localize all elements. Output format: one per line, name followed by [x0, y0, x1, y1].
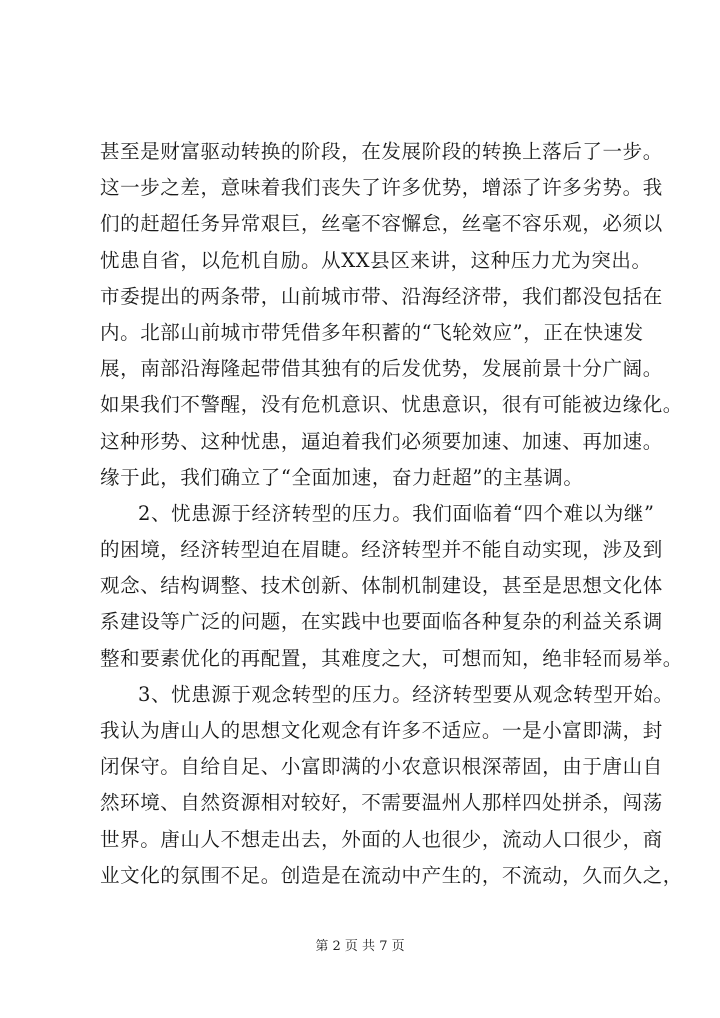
- text-line: 观念、结构调整、技术创新、体制机制建设，甚至是思想文化体: [100, 574, 663, 598]
- text-line: 的困境，经济转型迫在眉睫。经济转型并不能自动实现，涉及到: [100, 538, 663, 562]
- text-line: 忧患自省，以危机自励。从XX县区来讲，这种压力尤为突出。: [100, 248, 652, 272]
- text-line: 内。北部山前城市带凭借多年积蓄的“飞轮效应”，正在快速发: [100, 320, 644, 344]
- text-line: 世界。唐山人不想走出去，外面的人也很少，流动人口很少，商: [100, 827, 663, 851]
- text-line: 我认为唐山人的思想文化观念有许多不适应。一是小富即满，封: [100, 719, 663, 742]
- text-line: 们的赶超任务异常艰巨，丝毫不容懈怠，丝毫不容乐观，必须以: [100, 212, 663, 236]
- text-line: 这种形势、这种忧患，逼迫着我们必须要加速、加速、再加速。: [100, 429, 663, 453]
- text-line: 系建设等广泛的问题，在实践中也要面临各种复杂的利益关系调: [100, 610, 663, 634]
- body-text: [100, 134, 683, 894]
- text-line: 甚至是财富驱动转换的阶段，在发展阶段的转换上落后了一步。: [100, 140, 663, 163]
- text-line: 然环境、自然资源相对较好，不需要温州人那样四处拼杀，闯荡: [100, 791, 663, 815]
- page-number-footer: 第 2 页 共 7 页: [315, 939, 405, 954]
- text-line: 业文化的氛围不足。创造是在流动中产生的，不流动，久而久之，: [100, 863, 683, 887]
- text-line: 3、忧患源于观念转型的压力。经济转型要从观念转型开始。: [138, 682, 674, 706]
- text-line: 如果我们不警醒，没有危机意识、忧患意识，很有可能被边缘化。: [100, 393, 683, 417]
- text-line: 市委提出的两条带，山前城市带、沿海经济带，我们都没包括在: [100, 284, 663, 308]
- paragraph-1: [100, 134, 683, 496]
- text-line: 展，南部沿海隆起带借其独有的后发优势，发展前景十分广阔。: [100, 357, 663, 381]
- text-line: 2、忧患源于经济转型的压力。我们面临着“四个难以为继”: [138, 501, 655, 525]
- text-line: 闭保守。自给自足、小富即满的小农意识根深蒂固，由于唐山自: [100, 755, 663, 779]
- text-line: 这一步之差，意味着我们丧失了许多优势，增添了许多劣势。我: [100, 176, 663, 200]
- paragraph-2: [100, 496, 683, 677]
- text-line: 缘于此，我们确立了“全面加速，奋力赶超”的主基调。: [100, 465, 584, 489]
- text-line: 整和要素优化的再配置，其难度之大，可想而知，绝非轻而易举。: [100, 646, 683, 670]
- paragraph-3: [100, 677, 683, 894]
